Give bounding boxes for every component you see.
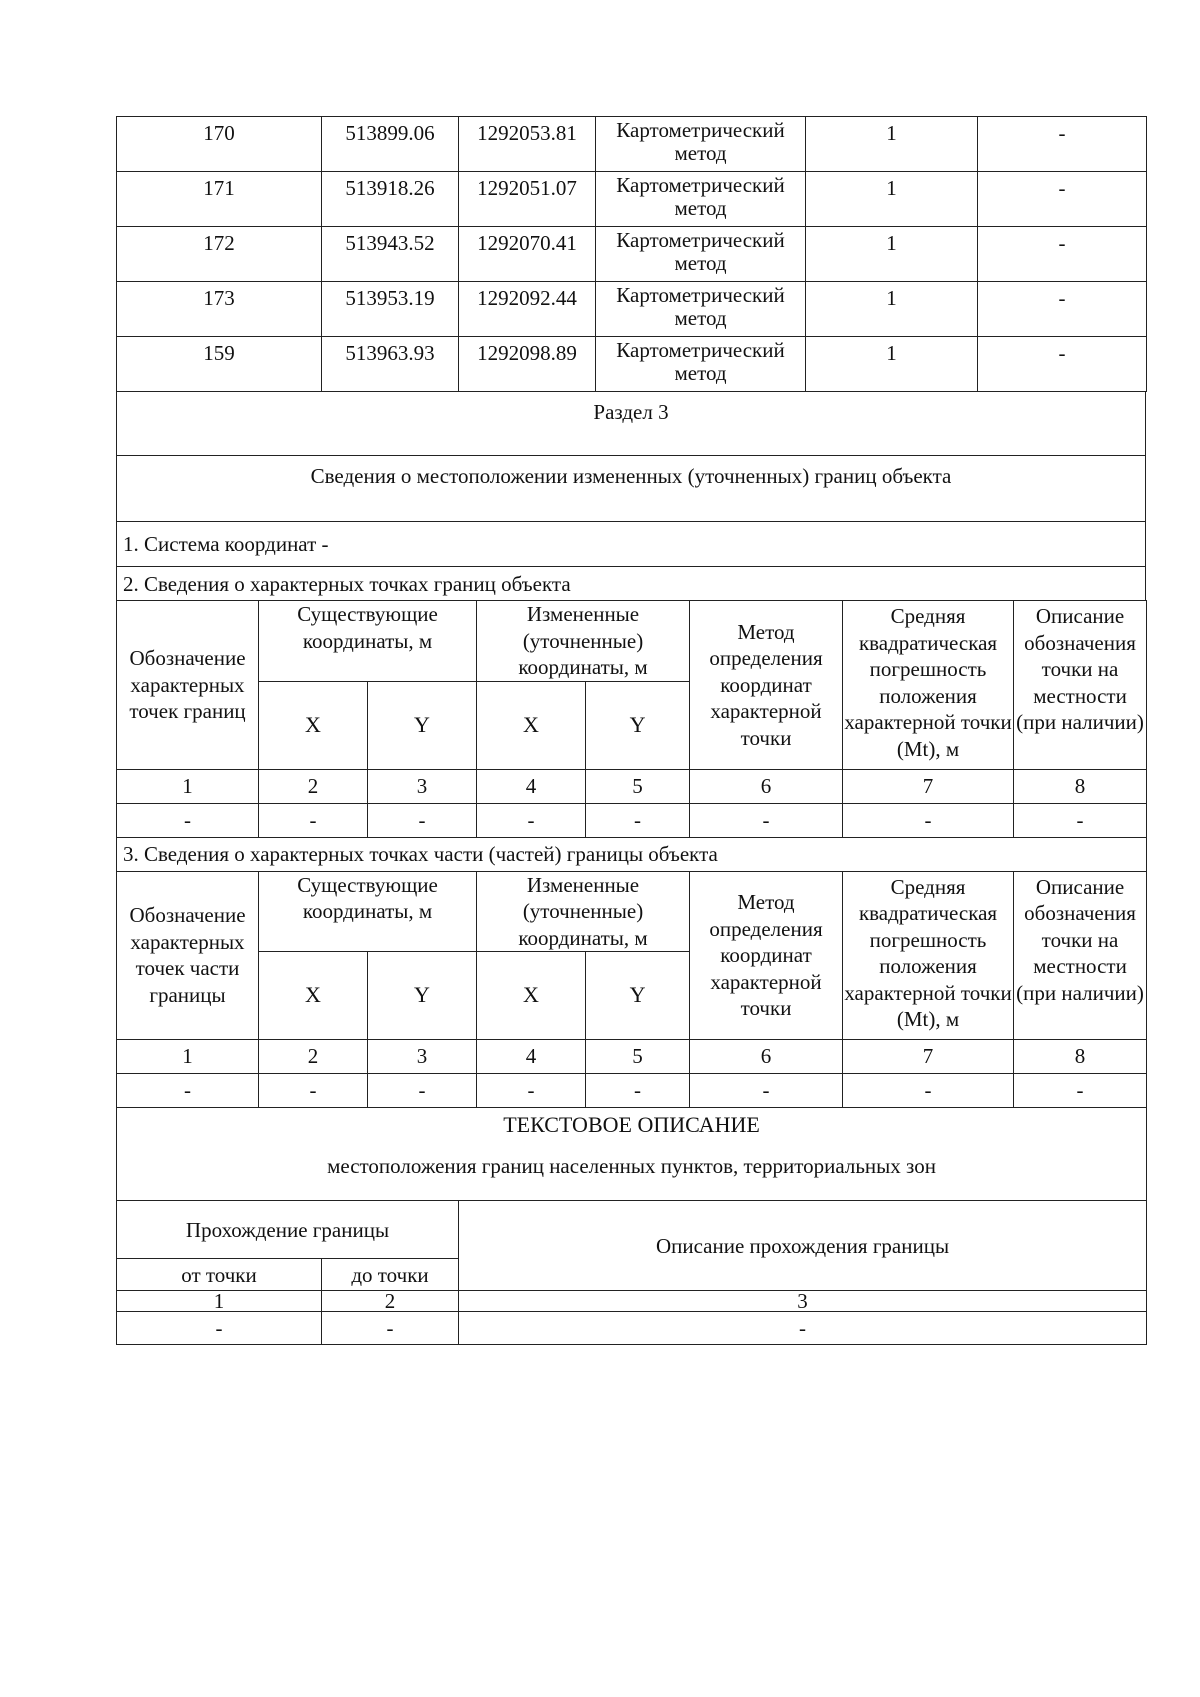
y-header: Y (586, 952, 690, 1040)
column-number: 2 (259, 769, 368, 803)
table-cell: - (459, 1312, 1147, 1345)
table-row (117, 803, 1147, 837)
description-cell: - (978, 172, 1147, 227)
x-cell: 513943.52 (322, 227, 459, 282)
table-row (117, 117, 1147, 172)
table-cell: - (690, 803, 843, 837)
existing-coords-header: Существующие координаты, м (259, 871, 477, 952)
table-row (117, 282, 1147, 337)
column-number: 5 (586, 1040, 690, 1074)
column-number: 1 (117, 1291, 322, 1312)
y-header: Y (586, 681, 690, 769)
mt-cell: 1 (806, 117, 978, 172)
parts-heading: 3. Сведения о характерных точках части (частей) границы объекта (117, 837, 1147, 871)
from-point-header: от точки (117, 1259, 322, 1291)
method-line: Картометрический (616, 283, 785, 307)
method-line: Картометрический (616, 338, 785, 362)
column-number: 6 (690, 1040, 843, 1074)
description-cell: - (978, 282, 1147, 337)
points-table (116, 600, 1147, 872)
method-line: метод (674, 361, 727, 385)
table-row (117, 172, 1147, 227)
description-header: Описание обозначения точки на местности (при наличии) (1014, 871, 1147, 1040)
y-cell: 1292051.07 (459, 172, 596, 227)
y-header: Y (368, 681, 477, 769)
text-description-table (116, 1107, 1147, 1345)
coordinates-table (116, 116, 1147, 392)
point-cell: 171 (117, 172, 322, 227)
x-cell: 513918.26 (322, 172, 459, 227)
table-cell: - (1014, 1074, 1147, 1108)
method-line: Картометрический (616, 118, 785, 142)
method-header: Метод определения координат характерной точки (690, 601, 843, 770)
point-cell: 159 (117, 337, 322, 392)
section-subtitle: Сведения о местоположении измененных (уточненных) границ объекта (117, 456, 1146, 522)
column-number: 7 (843, 1040, 1014, 1074)
description-cell: - (978, 337, 1147, 392)
mt-cell: 1 (806, 172, 978, 227)
table-cell: - (586, 1074, 690, 1108)
mt-cell: 1 (806, 227, 978, 282)
table-cell: - (117, 803, 259, 837)
section-3-table (116, 391, 1146, 601)
column-number: 5 (586, 769, 690, 803)
y-cell: 1292053.81 (459, 117, 596, 172)
method-cell (596, 117, 806, 172)
column-number: 4 (477, 1040, 586, 1074)
table-row (117, 337, 1147, 392)
column-number: 3 (368, 769, 477, 803)
table-cell: - (843, 1074, 1014, 1108)
column-numbers-row (117, 1291, 1147, 1312)
point-cell: 173 (117, 282, 322, 337)
column-number: 4 (477, 769, 586, 803)
table-cell: - (477, 803, 586, 837)
x-cell: 513963.93 (322, 337, 459, 392)
table-cell: - (586, 803, 690, 837)
table-cell: - (843, 803, 1014, 837)
column-number: 3 (368, 1040, 477, 1074)
section-title: Раздел 3 (117, 392, 1146, 456)
table-cell: - (368, 803, 477, 837)
x-header: X (477, 681, 586, 769)
column-number: 7 (843, 769, 1014, 803)
method-cell (596, 282, 806, 337)
table-cell: - (690, 1074, 843, 1108)
to-point-header: до точки (322, 1259, 459, 1291)
mt-header: Средняя квадратическая погрешность положения характерной точки (Mt), м (843, 601, 1014, 770)
point-cell: 172 (117, 227, 322, 282)
parts-table (116, 871, 1147, 1109)
column-number: 1 (117, 1040, 259, 1074)
method-line: метод (674, 251, 727, 275)
document-page (116, 116, 1146, 1345)
mt-cell: 1 (806, 337, 978, 392)
method-cell (596, 172, 806, 227)
table-cell: - (117, 1074, 259, 1108)
column-number: 8 (1014, 1040, 1147, 1074)
column-number: 1 (117, 769, 259, 803)
mt-cell: 1 (806, 282, 978, 337)
text-description-subtitle: местоположения границ населенных пунктов, территориальных зон (327, 1154, 936, 1178)
designation-header: Обозначение характерных точек границ (117, 601, 259, 770)
y-header: Y (368, 952, 477, 1040)
mt-header: Средняя квадратическая погрешность положения характерной точки (Mt), м (843, 871, 1014, 1040)
description-cell: - (978, 117, 1147, 172)
point-cell: 170 (117, 117, 322, 172)
y-cell: 1292098.89 (459, 337, 596, 392)
changed-coords-header: Измененные (уточненные) координаты, м (477, 601, 690, 682)
coord-system: 1. Система координат - (117, 522, 1146, 567)
method-line: Картометрический (616, 173, 785, 197)
text-description-heading: ТЕКСТОВОЕ ОПИСАНИЕ (503, 1112, 760, 1137)
existing-coords-header: Существующие координаты, м (259, 601, 477, 682)
table-cell: - (117, 1312, 322, 1345)
table-cell: - (322, 1312, 459, 1345)
y-cell: 1292092.44 (459, 282, 596, 337)
y-cell: 1292070.41 (459, 227, 596, 282)
method-header: Метод определения координат характерной точки (690, 871, 843, 1040)
changed-coords-header: Измененные (уточненные) координаты, м (477, 871, 690, 952)
method-line: метод (674, 306, 727, 330)
x-cell: 513899.06 (322, 117, 459, 172)
description-header: Описание обозначения точки на местности (при наличии) (1014, 601, 1147, 770)
table-cell: - (1014, 803, 1147, 837)
method-line: метод (674, 141, 727, 165)
method-line: Картометрический (616, 228, 785, 252)
points-heading: 2. Сведения о характерных точках границ объекта (117, 567, 1146, 601)
column-numbers-row (117, 1040, 1147, 1074)
text-description-title (117, 1108, 1147, 1201)
method-line: метод (674, 196, 727, 220)
table-cell: - (368, 1074, 477, 1108)
table-cell: - (259, 1074, 368, 1108)
column-number: 2 (259, 1040, 368, 1074)
method-cell (596, 227, 806, 282)
column-number: 8 (1014, 769, 1147, 803)
column-number: 6 (690, 769, 843, 803)
table-row (117, 1074, 1147, 1108)
x-cell: 513953.19 (322, 282, 459, 337)
table-cell: - (259, 803, 368, 837)
x-header: X (477, 952, 586, 1040)
table-row (117, 1312, 1147, 1345)
x-header: X (259, 681, 368, 769)
x-header: X (259, 952, 368, 1040)
description-cell: - (978, 227, 1147, 282)
method-cell (596, 337, 806, 392)
table-row (117, 227, 1147, 282)
passage-header: Прохождение границы (117, 1201, 459, 1259)
column-number: 3 (459, 1291, 1147, 1312)
table-cell: - (477, 1074, 586, 1108)
designation-parts-header: Обозначение характерных точек части границы (117, 871, 259, 1040)
passage-description-header: Описание прохождения границы (459, 1201, 1147, 1291)
column-numbers-row (117, 769, 1147, 803)
column-number: 2 (322, 1291, 459, 1312)
